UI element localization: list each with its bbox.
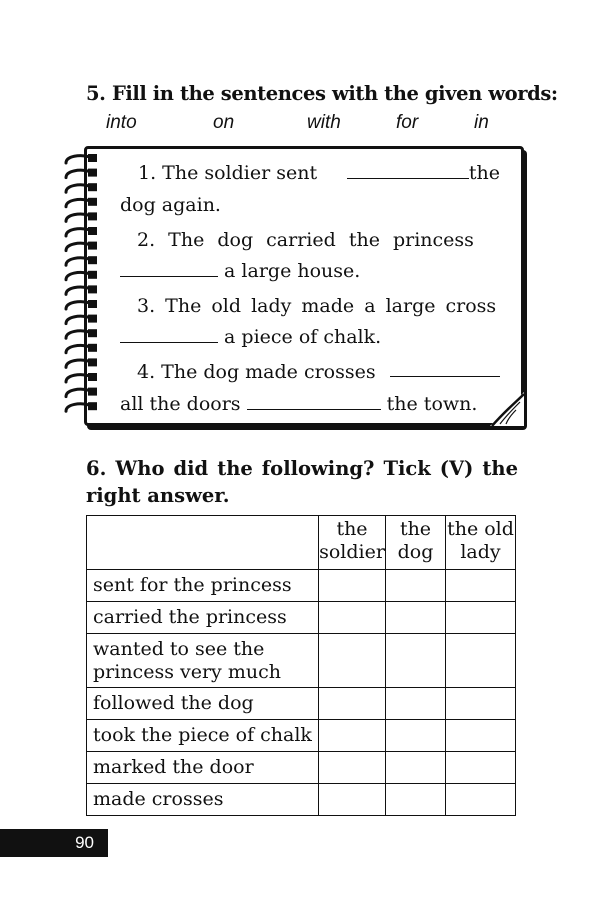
page-number-bar (0, 829, 108, 857)
table-header-row (87, 516, 516, 570)
answer-table (86, 515, 516, 816)
spiral-ring (66, 256, 97, 265)
table-row (87, 634, 516, 688)
spiral-ring (66, 154, 97, 163)
word-bank-item: into (106, 112, 137, 133)
page-number: 90 (75, 833, 94, 852)
row-label: made crosses (87, 784, 319, 816)
exercise-6-title-line-1 (86, 455, 518, 482)
answer-blank-4a[interactable] (390, 359, 500, 377)
exercise-6-title-line-2: right answer. (86, 484, 230, 507)
word-bank-item: for (396, 112, 419, 133)
row-label: marked the door (87, 752, 319, 784)
sentence-2-end: a large house. (224, 260, 361, 282)
title-word: the (217, 457, 253, 480)
tick-cell[interactable] (446, 634, 516, 688)
tick-cell[interactable] (446, 784, 516, 816)
word-bank (0, 112, 600, 136)
sentence-4-end: the town. (386, 393, 478, 415)
title-word: following? (261, 457, 375, 480)
exercise-5-title: 5. Fill in the sentences with the given words: (86, 82, 558, 105)
table-row (87, 602, 516, 634)
tick-cell[interactable] (319, 784, 386, 816)
tick-cell[interactable] (386, 720, 446, 752)
word-bank-item: in (474, 112, 489, 133)
spiral-ring (66, 329, 97, 338)
tick-cell[interactable] (446, 570, 516, 602)
sentence-3-end: a piece of chalk. (224, 326, 382, 348)
tick-cell[interactable] (446, 720, 516, 752)
tick-cell[interactable] (319, 688, 386, 720)
title-word: did (173, 457, 209, 480)
title-word: the (482, 457, 518, 480)
sentence-4-middle: all the doors (120, 393, 241, 415)
sentence-1-continued: dog again. (120, 194, 221, 216)
spiral-ring (66, 344, 97, 353)
word-bank-item: with (307, 112, 341, 133)
header-empty-cell (87, 516, 319, 570)
spiral-ring (66, 242, 97, 251)
tick-cell[interactable] (446, 602, 516, 634)
exercise-6-title (86, 455, 518, 509)
sentence-1-line (120, 160, 500, 186)
word-bank-item: on (213, 112, 235, 133)
spiral-ring (66, 373, 97, 382)
column-header-old-lady: the old lady (446, 516, 516, 570)
spiral-ring (66, 315, 97, 324)
spiral-ring (66, 271, 97, 280)
sentence-1-text: 1. The soldier sent (138, 162, 318, 184)
spiral-ring (66, 169, 97, 178)
tick-cell[interactable] (386, 634, 446, 688)
sentence-2-text: 2. The dog carried the princess (137, 229, 474, 251)
table-row (87, 688, 516, 720)
row-label: wanted to see the princess very much (87, 634, 319, 688)
spiral-ring (66, 198, 97, 207)
tick-cell[interactable] (319, 602, 386, 634)
tick-cell[interactable] (319, 634, 386, 688)
row-label: sent for the princess (87, 570, 319, 602)
spiral-ring (66, 402, 97, 411)
tick-cell[interactable] (446, 688, 516, 720)
row-label: took the piece of chalk (87, 720, 319, 752)
column-header-soldier: the soldier (319, 516, 386, 570)
table-row (87, 570, 516, 602)
tick-cell[interactable] (319, 570, 386, 602)
table-row (87, 752, 516, 784)
title-word: Who (115, 457, 165, 480)
spiral-ring (66, 358, 97, 367)
spiral-ring (66, 388, 97, 397)
row-label: carried the princess (87, 602, 319, 634)
sentence-3-text: 3. The old lady made a large cross (137, 295, 497, 317)
title-word: (V) (439, 457, 474, 480)
tick-cell[interactable] (446, 752, 516, 784)
tick-cell[interactable] (386, 570, 446, 602)
title-word: Tick (383, 457, 431, 480)
row-label: followed the dog (87, 688, 319, 720)
tick-cell[interactable] (386, 784, 446, 816)
tick-cell[interactable] (386, 602, 446, 634)
spiral-ring (66, 183, 97, 192)
spiral-ring (66, 227, 97, 236)
title-word: 6. (86, 457, 107, 480)
tick-cell[interactable] (386, 688, 446, 720)
sentence-4-text: 4. The dog made crosses (137, 361, 376, 383)
spiral-ring (66, 212, 97, 221)
column-header-dog: the dog (386, 516, 446, 570)
spiral-ring (66, 300, 97, 309)
tick-cell[interactable] (319, 720, 386, 752)
tick-cell[interactable] (319, 752, 386, 784)
answer-blank-2[interactable] (120, 259, 218, 277)
spiral-binding-icon (60, 150, 110, 420)
spiral-ring (66, 285, 97, 294)
answer-blank-4b[interactable] (247, 392, 381, 410)
sentence-1-end: the (468, 162, 500, 184)
table-row (87, 720, 516, 752)
tick-cell[interactable] (386, 752, 446, 784)
table-row (87, 784, 516, 816)
answer-blank-1[interactable] (347, 161, 469, 179)
answer-blank-3[interactable] (120, 325, 218, 343)
